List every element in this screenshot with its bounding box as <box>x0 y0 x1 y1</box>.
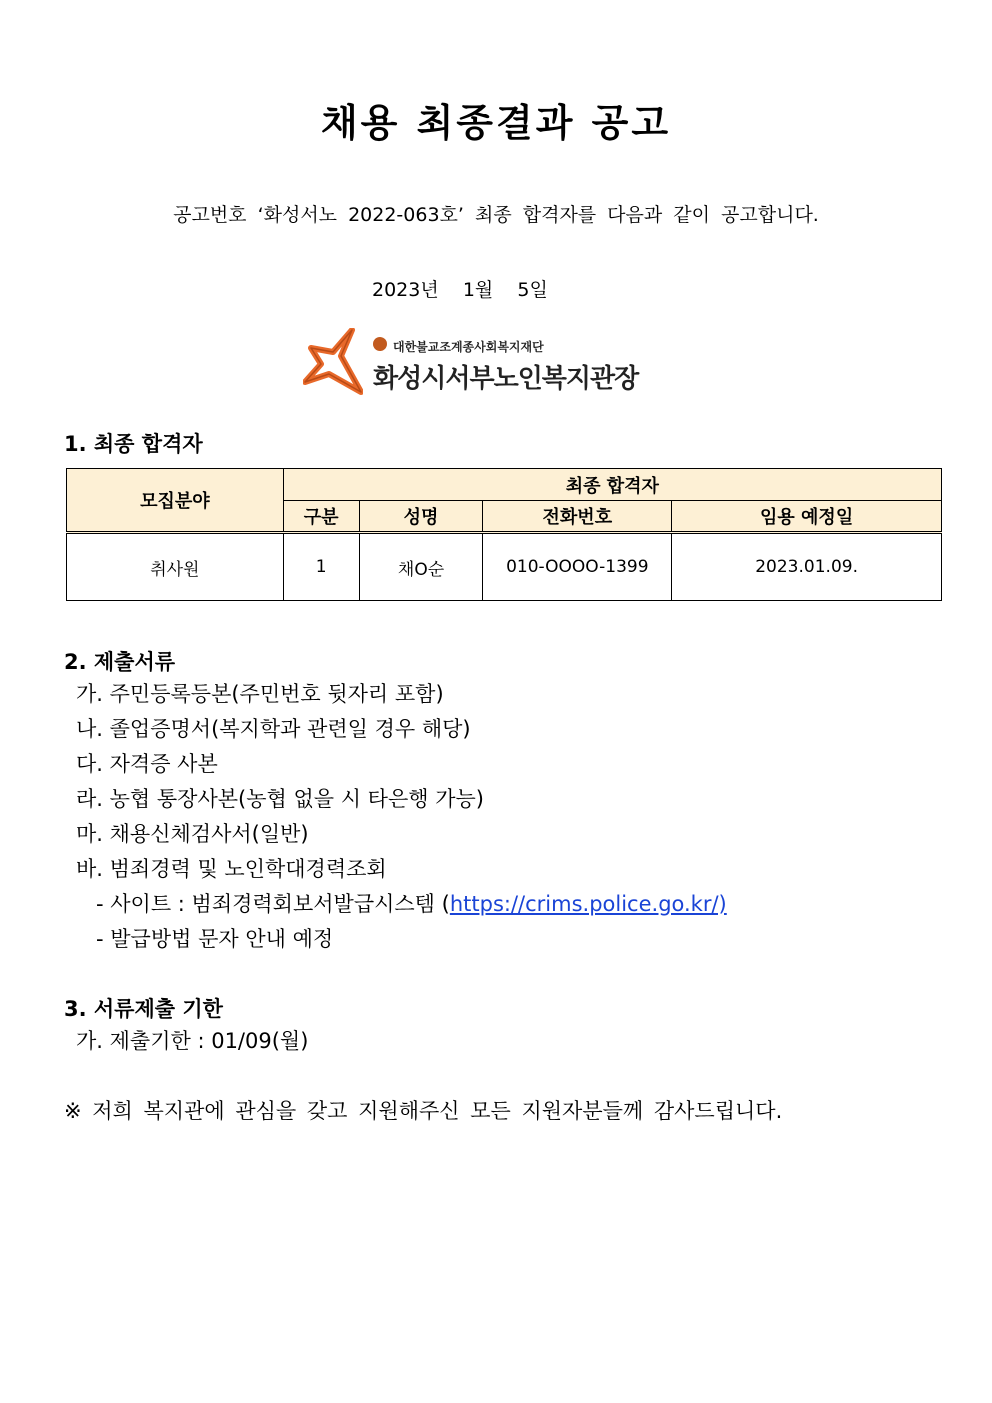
dharma-wheel-icon <box>373 337 387 351</box>
cell-name: 채O순 <box>359 533 483 601</box>
cell-phone: 010-OOOO-1399 <box>483 533 672 601</box>
site-info <box>64 887 727 922</box>
header-no: 구분 <box>283 501 359 533</box>
cell-field: 취사원 <box>67 533 284 601</box>
list-item: 다. 자격증 사본 <box>76 752 218 776</box>
list-item: 나. 졸업증명서(복지학과 관련일 경우 해당) <box>76 717 471 741</box>
final-result-table <box>66 468 942 601</box>
announcement-intro: 공고번호 ‘화성서노 2022-063호’ 최종 합격자를 다음과 같이 공고합니다. <box>173 204 819 226</box>
cell-no: 1 <box>283 533 359 601</box>
section-deadline-title: 3. 서류제출 기한 <box>64 997 223 1021</box>
header-phone: 전화번호 <box>483 501 672 533</box>
list-item: 바. 범죄경력 및 노인학대경력조회 <box>76 857 387 881</box>
site-label: - 사이트 : 범죄경력회보서발급시스템 ( <box>96 892 450 916</box>
issue-method: - 발급방법 문자 안내 예정 <box>96 927 334 951</box>
list-item: 가. 주민등록등본(주민번호 뒷자리 포함) <box>76 682 444 706</box>
header-start-date: 임용 예정일 <box>672 501 942 533</box>
section-final-result-title: 1. 최종 합격자 <box>64 432 203 456</box>
star-logo-icon <box>303 328 363 396</box>
header-name: 성명 <box>359 501 483 533</box>
date-year: 2023년 <box>372 279 439 301</box>
header-field: 모집분야 <box>67 469 284 533</box>
deadline-list <box>64 1024 308 1059</box>
documents-list <box>64 677 727 957</box>
list-item: 가. 제출기한 : 01/09(월) <box>76 1029 309 1053</box>
header-final-group: 최종 합격자 <box>283 469 941 501</box>
organization-logo: 대한불교조계종사회복지재단 화성시서부노인복지관장 <box>303 326 633 396</box>
date-day: 5일 <box>517 279 548 301</box>
announcement-date <box>372 275 548 302</box>
closing-note: ※ 저희 복지관에 관심을 갖고 지원해주신 모든 지원자분들께 감사드립니다. <box>64 1099 783 1123</box>
cell-start-date: 2023.01.09. <box>672 533 942 601</box>
section-documents-title: 2. 제출서류 <box>64 650 176 674</box>
table-row <box>67 533 942 601</box>
crims-link[interactable]: https://crims.police.go.kr/) <box>449 892 727 916</box>
date-month: 1월 <box>462 279 494 301</box>
list-item: 마. 채용신체검사서(일반) <box>76 822 309 846</box>
page-title: 채용 최종결과 공고 <box>320 101 672 145</box>
logo-name: 화성시서부노인복지관장 <box>373 364 639 394</box>
list-item: 라. 농협 통장사본(농협 없을 시 타은행 가능) <box>76 787 484 811</box>
